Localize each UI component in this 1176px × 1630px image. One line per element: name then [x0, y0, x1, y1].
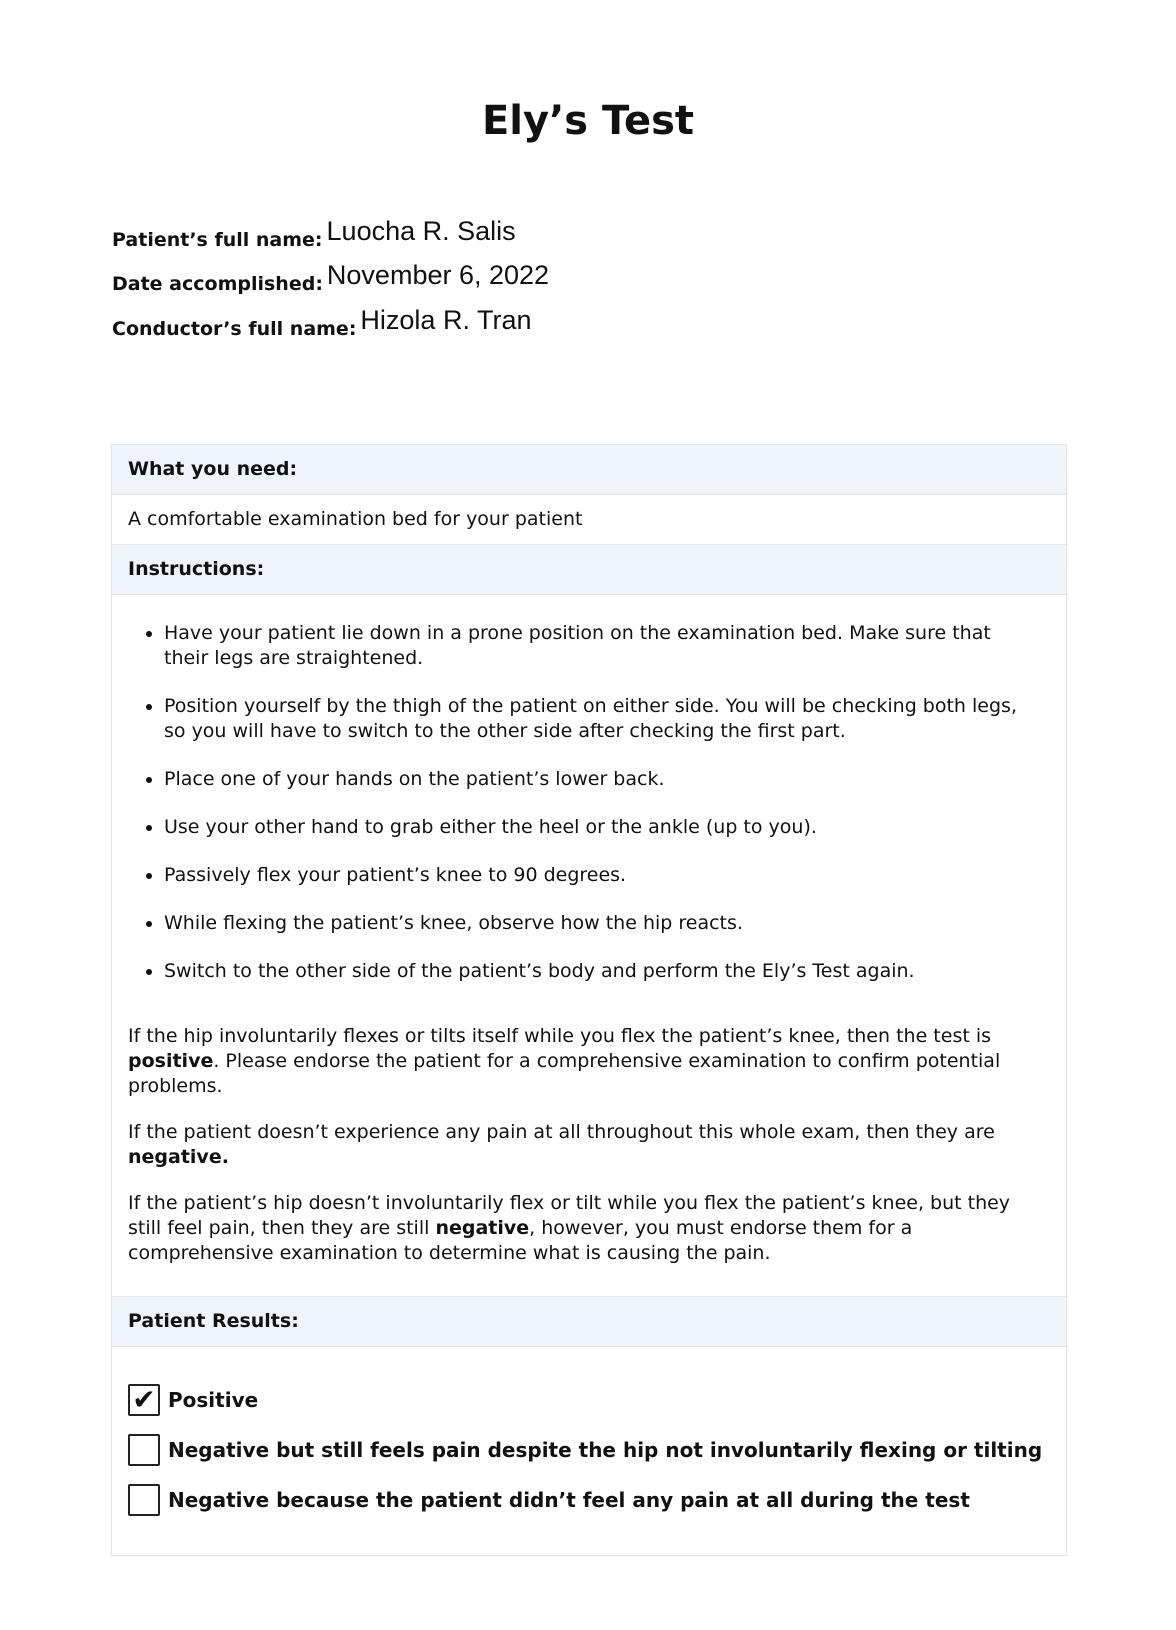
positive-paragraph: [128, 1024, 1038, 1099]
text: . Please endorse the patient for a comprehensive examination to confirm potential problems.: [128, 1050, 1001, 1097]
results-options: [112, 1347, 1066, 1555]
instructions-header: Instructions:: [112, 545, 1066, 595]
instructions-body: [112, 595, 1066, 1297]
option-label: Negative but still feels pain despite the hip not involuntarily flexing or tilting: [168, 1438, 1043, 1462]
instruction-steps: [128, 621, 1038, 984]
result-option-negative-pain[interactable]: [128, 1425, 1050, 1475]
need-header: What you need:: [112, 445, 1066, 495]
option-label: Positive: [168, 1388, 259, 1412]
conductor-name-field: [112, 305, 532, 342]
list-item: • Switch to the other side of the patient’s body and perform the Ely’s Test again.: [164, 959, 1038, 984]
result-option-negative-no-pain[interactable]: [128, 1475, 1050, 1525]
list-item: • Passively flex your patient’s knee to 90 degrees.: [164, 863, 1038, 888]
bold-text: negative: [435, 1217, 530, 1239]
list-item: • Use your other hand to grab either the heel or the ankle (up to you).: [164, 815, 1038, 840]
text: If the patient doesn’t experience any pain at all throughout this whole exam, then they are: [128, 1121, 995, 1143]
option-label: Negative because the patient didn’t feel any pain at all during the test: [168, 1488, 970, 1512]
result-option-positive[interactable]: [128, 1375, 1050, 1425]
negative-paragraph: [128, 1120, 1038, 1170]
list-item: • While flexing the patient’s knee, observe how the hip reacts.: [164, 911, 1038, 936]
field-value[interactable]: Luocha R. Salis: [326, 216, 516, 246]
field-value[interactable]: Hizola R. Tran: [360, 305, 532, 335]
checkbox-checked[interactable]: ✔: [128, 1384, 160, 1416]
page-title: Ely’s Test: [481, 98, 695, 144]
checkbox[interactable]: [128, 1484, 160, 1516]
field-label: Patient’s full name:: [112, 229, 323, 251]
field-label: Conductor’s full name:: [112, 318, 357, 340]
list-item: • Have your patient lie down in a prone position on the examination bed. Make sure that their legs are straightened.: [164, 621, 1038, 671]
text: , however, you must endorse them for a comprehensive examination to determine what is causing the pain.: [128, 1217, 913, 1264]
checkbox[interactable]: [128, 1434, 160, 1466]
results-header: Patient Results:: [112, 1297, 1066, 1347]
text: If the patient’s hip doesn’t involuntarily flex or tilt while you flex the patient’s knee, but they still feel pain, then they are still: [128, 1192, 1011, 1239]
test-form-box: [111, 444, 1067, 1556]
need-text: A comfortable examination bed for your patient: [112, 495, 1066, 545]
field-label: Date accomplished:: [112, 273, 323, 295]
bold-text: negative.: [128, 1146, 229, 1168]
date-field: [112, 260, 550, 297]
list-item: • Place one of your hands on the patient’s lower back.: [164, 767, 1038, 792]
bold-text: positive: [128, 1050, 214, 1072]
list-item: • Position yourself by the thigh of the patient on either side. You will be checking both legs, so you will have to switch to the other side after checking the first part.: [164, 694, 1038, 744]
negative-pain-paragraph: [128, 1191, 1038, 1266]
text: If the hip involuntarily flexes or tilts itself while you flex the patient’s knee, then the test is: [128, 1025, 992, 1047]
field-value[interactable]: November 6, 2022: [326, 260, 550, 290]
patient-name-field: [112, 216, 516, 253]
